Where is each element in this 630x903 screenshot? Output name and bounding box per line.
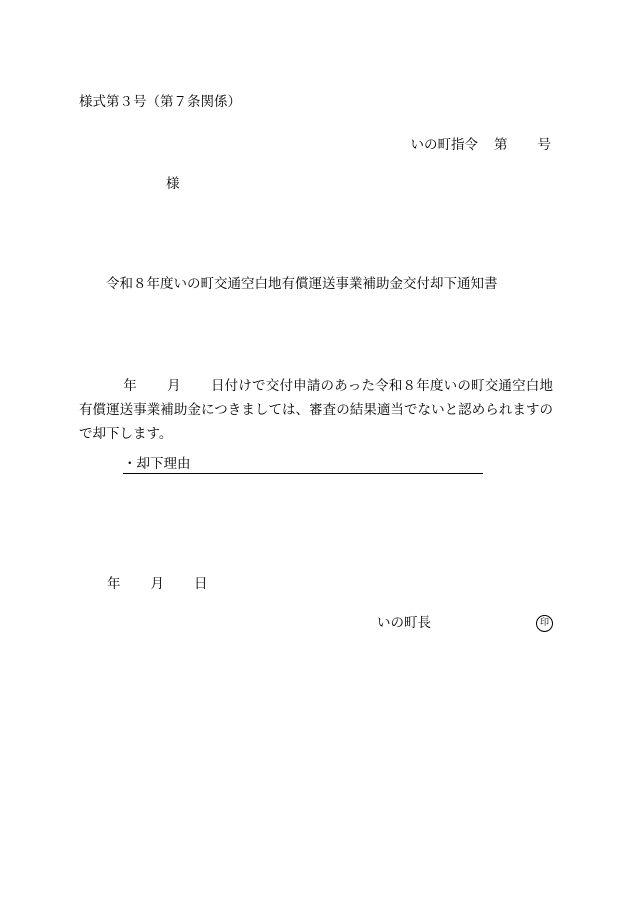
seal-mark: 印 [536,615,553,632]
issue-date [107,578,208,592]
date-year: 年 [107,576,121,592]
body-month: 月 [166,378,181,394]
date-month: 月 [150,576,164,592]
body-year: 年 [123,378,137,394]
form-number: 様式第３号（第７条関係） [79,94,241,110]
signer-title: いの町長 [377,615,431,631]
rejection-reason-label: ・却下理由 [123,456,191,472]
date-day: 日 [194,576,208,592]
document-title: 令和８年度いの町交通空白地有償運送事業補助金交付却下通知書 [106,276,498,292]
addressee-suffix: 様 [166,176,180,192]
document-number [411,139,552,153]
rejection-reason-field [123,458,483,474]
body-paragraph [79,374,553,446]
doc-number-go: 号 [537,137,551,153]
doc-number-label: いの町指令 [410,137,478,153]
doc-number-dai: 第 [494,137,508,153]
body-text: 日付けで交付申請のあった令和８年度いの町交通空白地有償運送事業補助金につきましては、審査の結果適当でないと認められますので却下します。 [79,378,553,442]
rejection-reason [123,458,483,474]
